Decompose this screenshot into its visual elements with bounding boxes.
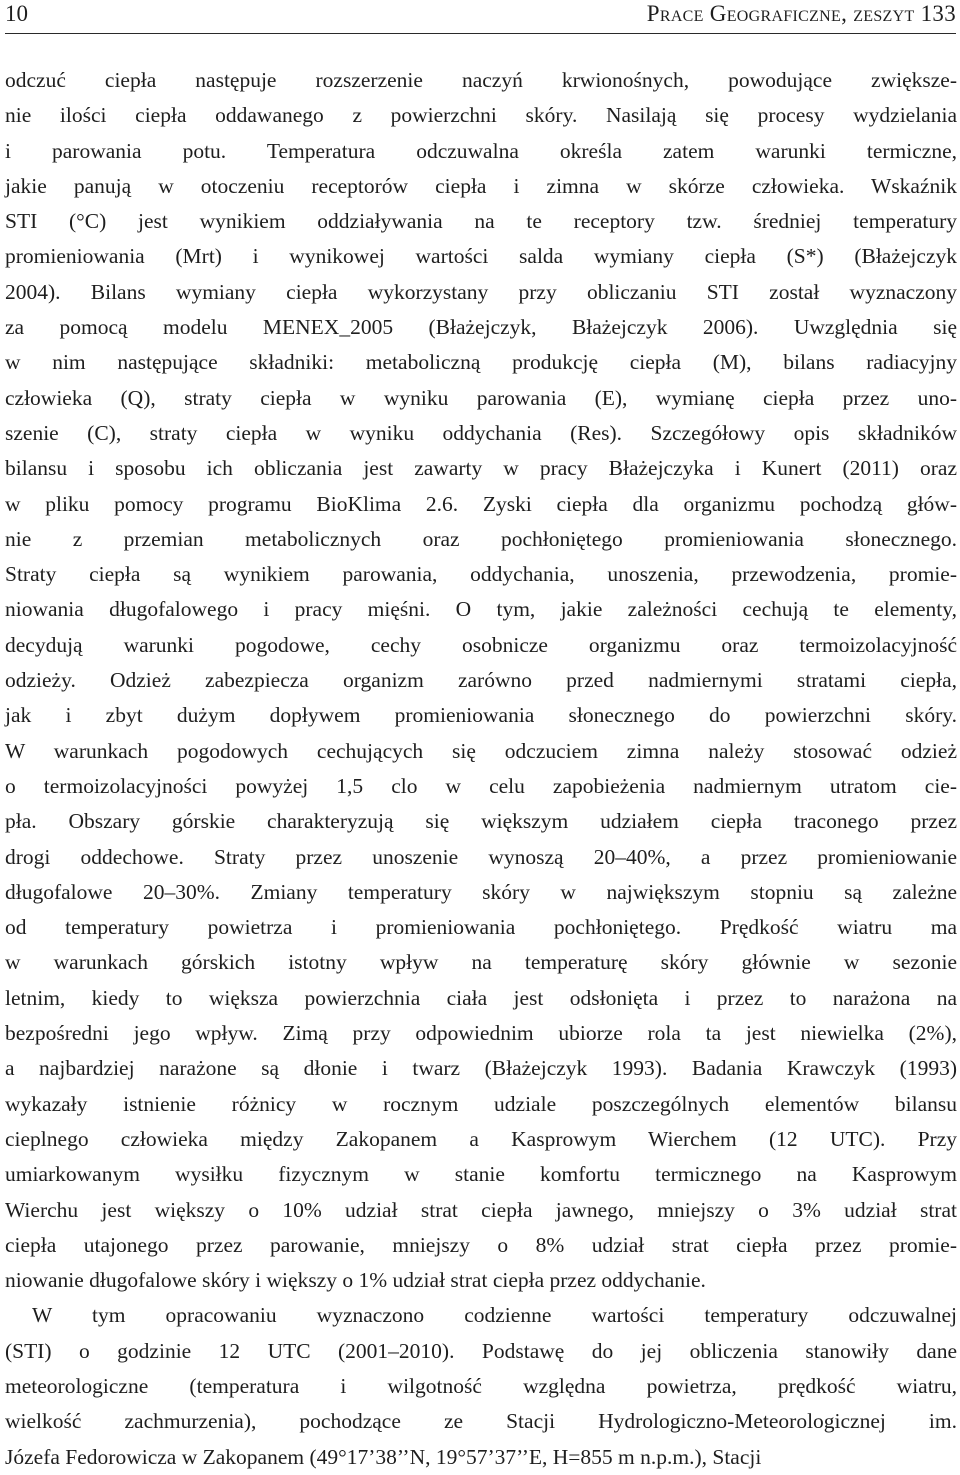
journal-title: Prace Geograficzne, zeszyt 133: [646, 1, 956, 26]
text-line: w nim następujące składniki: metaboliczną produkcję ciepła (M), bilans radiacyjny: [5, 350, 957, 375]
text-line: niowanie długofalowe skóry i większy o 1% udział strat ciepła przez oddychanie.: [5, 1268, 706, 1293]
text-line: decydują warunki pogodowe, cechy osobnicze organizmu oraz termoizolacyjność: [5, 632, 957, 657]
text-line: człowieka (Q), straty ciepła w wyniku parowania (E), wymianę ciepła przez uno-: [5, 385, 957, 410]
text-line: jakie panują w otoczeniu receptorów ciepła i zimna w skórze człowieka. Wskaźnik: [5, 173, 957, 198]
text-line: STI (°C) jest wynikiem oddziaływania na te receptory tzw. średniej temperatury: [5, 209, 957, 234]
body-text: [5, 63, 957, 1475]
text-line: długofalowe 20–30%. Zmiany temperatury skóry w największym stopniu są zależne: [5, 879, 957, 904]
text-line: od temperatury powietrza i promieniowania pochłoniętego. Prędkość wiatru ma: [5, 915, 957, 940]
text-line: 2004). Bilans wymiany ciepła wykorzystany przy obliczaniu STI został wyznaczony: [5, 279, 957, 304]
text-line: nie ilości ciepła oddawanego z powierzchni skóry. Nasilają się procesy wydzielania: [5, 103, 957, 128]
text-line: odczuć ciepła następuje rozszerzenie naczyń krwionośnych, powodujące zwiększe-: [5, 68, 957, 92]
text-line: szenie (C), straty ciepła w wyniku oddychania (Res). Szczegółowy opis składników: [5, 420, 957, 445]
text-line: cieplnego człowieka między Zakopanem a Kasprowym Wierchem (12 UTC). Przy: [5, 1126, 957, 1151]
text-line: Józefa Fedorowicza w Zakopanem (49°17’38’’N, 19°57’37’’E, H=855 m n.p.m.), Stacji: [5, 1444, 762, 1469]
text-line: W warunkach pogodowych cechujących się odczuciem zimna należy stosować odzież: [5, 738, 957, 763]
text-line: pła. Obszary górskie charakteryzują się większym udziałem ciepła traconego przez: [5, 809, 957, 834]
paragraph: [5, 63, 957, 1298]
text-line: meteorologiczne (temperatura i wilgotność względna powietrza, prędkość wiatru,: [5, 1373, 957, 1398]
text-line: promieniowania (Mrt) i wynikowej wartości salda wymiany ciepła (S*) (Błażejczyk: [5, 244, 957, 269]
text-line: letnim, kiedy to większa powierzchnia ciała jest odsłonięta i przez to narażona na: [5, 985, 957, 1010]
text-line: (STI) o godzinie 12 UTC (2001–2010). Podstawę do jej obliczenia stanowiły dane: [5, 1338, 957, 1363]
text-line: Straty ciepła są wynikiem parowania, oddychania, unoszenia, przewodzenia, promie-: [5, 562, 957, 587]
text-line: bezpośredni jego wpływ. Zimą przy odpowiednim ubiorze rola ta jest niewielka (2%),: [5, 1021, 957, 1046]
text-line: drogi oddechowe. Straty przez unoszenie wynoszą 20–40%, a przez promieniowanie: [5, 844, 957, 869]
text-line: a najbardziej narażone są dłonie i twarz (Błażejczyk 1993). Badania Krawczyk (1993): [5, 1056, 957, 1081]
text-line: umiarkowanym wysiłku fizycznym w stanie komfortu termicznego na Kasprowym: [5, 1162, 957, 1187]
text-line: o termoizolacyjności powyżej 1,5 clo w celu zapobieżenia nadmiernym utratom cie-: [5, 773, 957, 798]
text-line: jak i zbyt dużym dopływem promieniowania słonecznego do powierzchni skóry.: [5, 703, 957, 728]
text-line: wykazały istnienie różnicy w rocznym udziale poszczególnych elementów bilansu: [5, 1091, 957, 1116]
text-line: za pomocą modelu MENEX_2005 (Błażejczyk, Błażejczyk 2006). Uwzględnia się: [5, 315, 957, 340]
text-line: wielkość zachmurzenia), pochodzące ze Stacji Hydrologiczno-Meteorologicznej im.: [5, 1409, 957, 1434]
text-line: niowania długofalowego i pracy mięśni. O tym, jakie zależności cechują te elementy,: [5, 597, 957, 622]
paragraph: [5, 1298, 957, 1474]
text-line: Wierchu jest większy o 10% udział strat ciepła jawnego, mniejszy o 3% udział strat: [5, 1197, 957, 1222]
text-line: bilansu i sposobu ich obliczania jest zawarty w pracy Błażejczyka i Kunert (2011) oraz: [5, 456, 957, 481]
running-head: [5, 0, 956, 34]
text-line: w pliku pomocy programu BioKlima 2.6. Zyski ciepła dla organizmu pochodzą głów-: [5, 491, 957, 516]
text-line: odzieży. Odzież zabezpiecza organizm zarówno przed nadmiernymi stratami ciepła,: [5, 668, 957, 693]
text-line: nie z przemian metabolicznych oraz pochłoniętego promieniowania słonecznego.: [5, 526, 957, 551]
text-line: i parowania potu. Temperatura odczuwalna określa zatem warunki termiczne,: [5, 138, 957, 163]
text-line: ciepła utajonego przez parowanie, mniejszy o 8% udział strat ciepła przez promie-: [5, 1232, 957, 1257]
text-line: w warunkach górskich istotny wpływ na temperaturę skóry głównie w sezonie: [5, 950, 957, 975]
text-line: W tym opracowaniu wyznaczono codzienne wartości temperatury odczuwalnej: [32, 1303, 957, 1328]
page-number: 10: [5, 1, 28, 26]
